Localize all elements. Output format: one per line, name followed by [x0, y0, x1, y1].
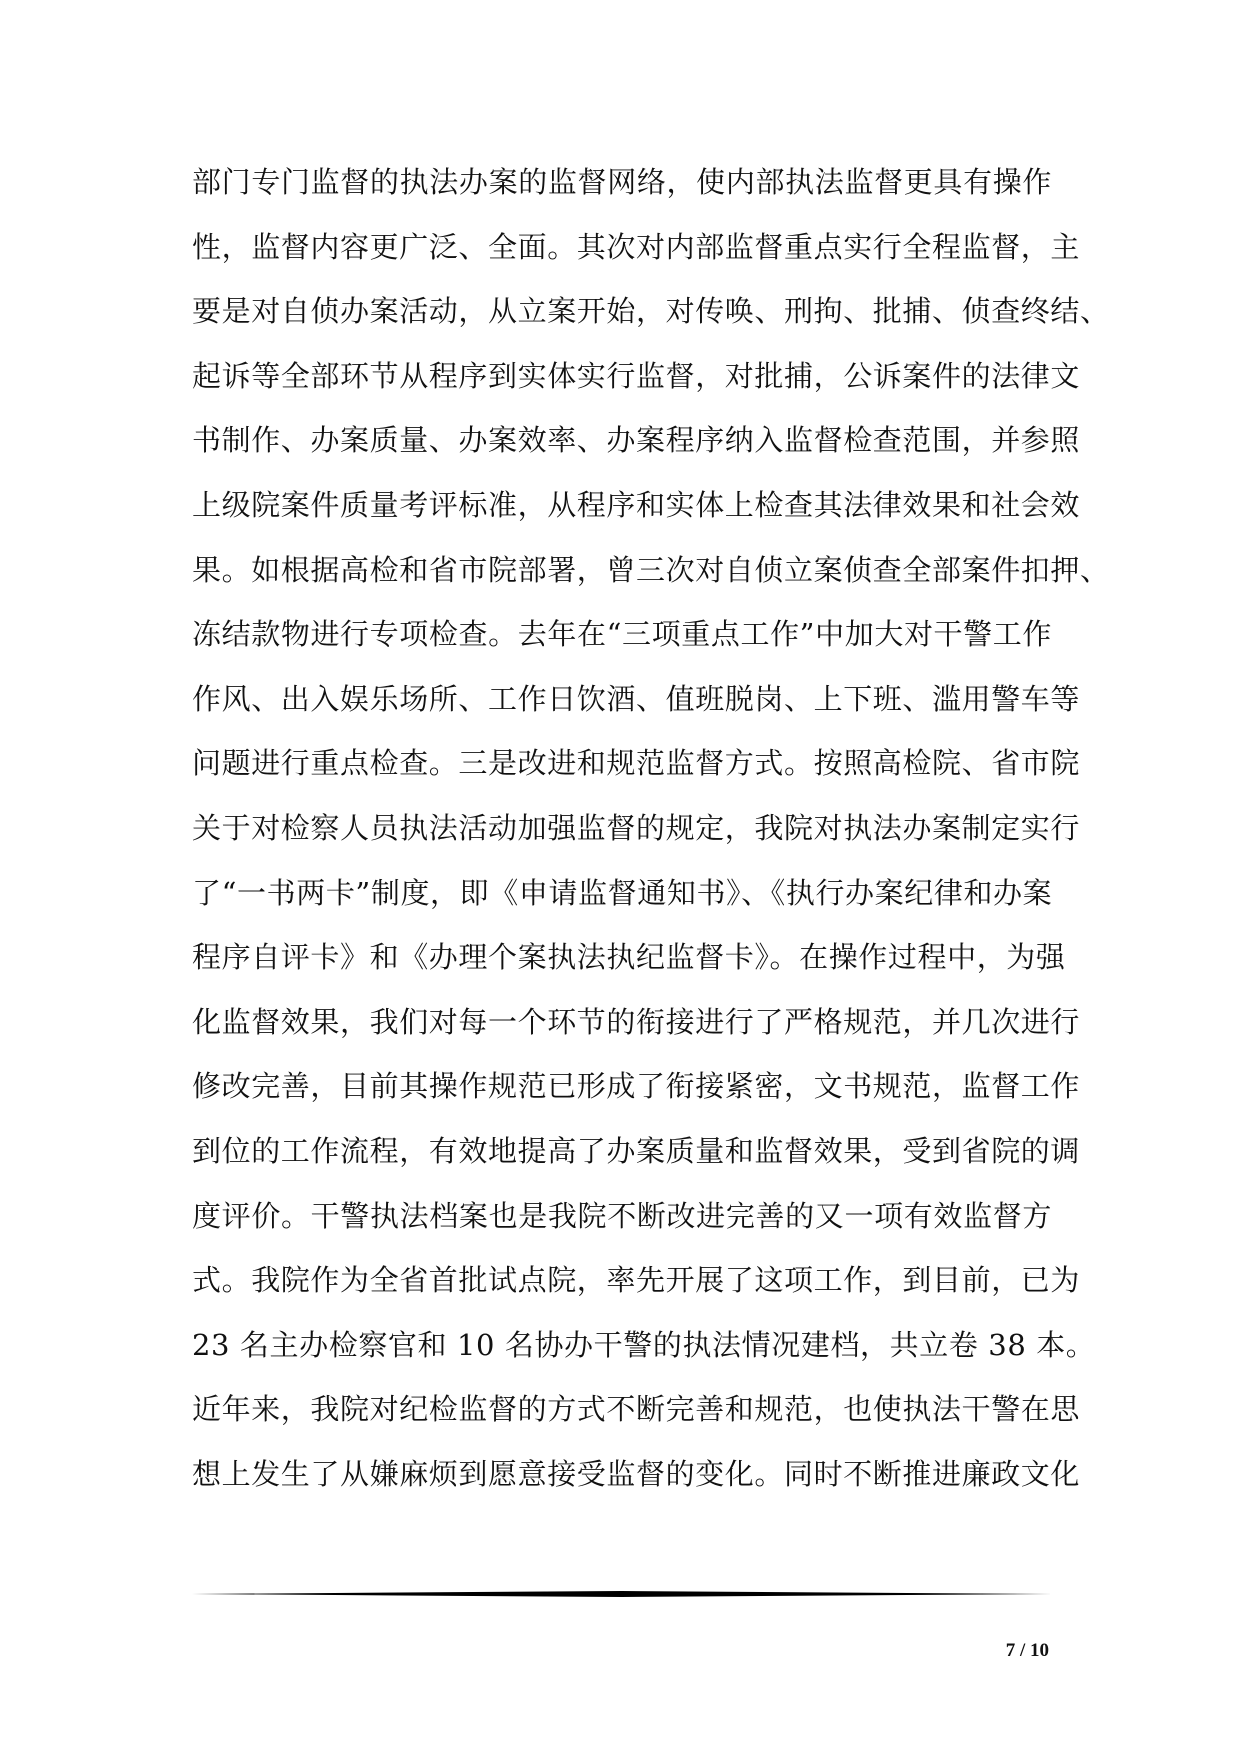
text-line: 式。我院作为全省首批试点院，率先开展了这项工作，到目前，已为: [192, 1263, 1081, 1298]
text-line: 化监督效果，我们对每一个环节的衔接进行了严格规范，并几次进行: [192, 1004, 1081, 1039]
text-line: 起诉等全部环节从程序到实体实行监督，对批捕，公诉案件的法律文: [192, 358, 1081, 393]
text-line: 书制作、办案质量、办案效率、办案程序纳入监督检查范围，并参照: [192, 423, 1081, 458]
text-line: 程序自评卡》和《办理个案执法执纪监督卡》。在操作过程中，为强: [192, 940, 1066, 975]
footer-rule: [192, 1591, 1052, 1597]
body-text: [192, 150, 1110, 1506]
text-line: 作风、出入娱乐场所、工作日饮酒、值班脱岗、上下班、滥用警车等: [192, 681, 1081, 716]
text-line: 了“一书两卡”制度，即《申请监督通知书》、《执行办案纪律和办案: [192, 875, 1053, 910]
text-line: 23 名主办检察官和 10 名协办干警的执法情况建档，共立卷 38 本。: [192, 1327, 1096, 1362]
text-line: 果。如根据高检和省市院部署，曾三次对自侦立案侦查全部案件扣押、: [192, 552, 1110, 587]
text-line: 关于对检察人员执法活动加强监督的规定，我院对执法办案制定实行: [192, 810, 1081, 845]
text-line: 想上发生了从嫌麻烦到愿意接受监督的变化。同时不断推进廉政文化: [192, 1456, 1081, 1491]
text-line: 修改完善，目前其操作规范已形成了衔接紧密，文书规范，监督工作: [192, 1069, 1081, 1104]
text-line: 近年来，我院对纪检监督的方式不断完善和规范，也使执法干警在思: [192, 1392, 1081, 1427]
text-line: 到位的工作流程，有效地提高了办案质量和监督效果，受到省院的调: [192, 1133, 1081, 1168]
text-line: 部门专门监督的执法办案的监督网络，使内部执法监督更具有操作: [192, 165, 1052, 199]
text-line: 度评价。干警执法档案也是我院不断改进完善的又一项有效监督方: [192, 1198, 1052, 1233]
footer-rule-shape: [192, 1591, 1052, 1597]
text-line: 要是对自侦办案活动，从立案开始，对传唤、刑拘、批捕、侦查终结、: [192, 294, 1110, 329]
page-number: 7 / 10: [1005, 1640, 1049, 1661]
text-line: 性，监督内容更广泛、全面。其次对内部监督重点实行全程监督，主: [192, 229, 1081, 264]
text-line: 问题进行重点检查。三是改进和规范监督方式。按照高检院、省市院: [192, 746, 1081, 781]
text-line: 冻结款物进行专项检查。去年在“三项重点工作”中加大对干警工作: [192, 617, 1052, 652]
text-line: 上级院案件质量考评标准，从程序和实体上检查其法律效果和社会效: [192, 487, 1081, 522]
